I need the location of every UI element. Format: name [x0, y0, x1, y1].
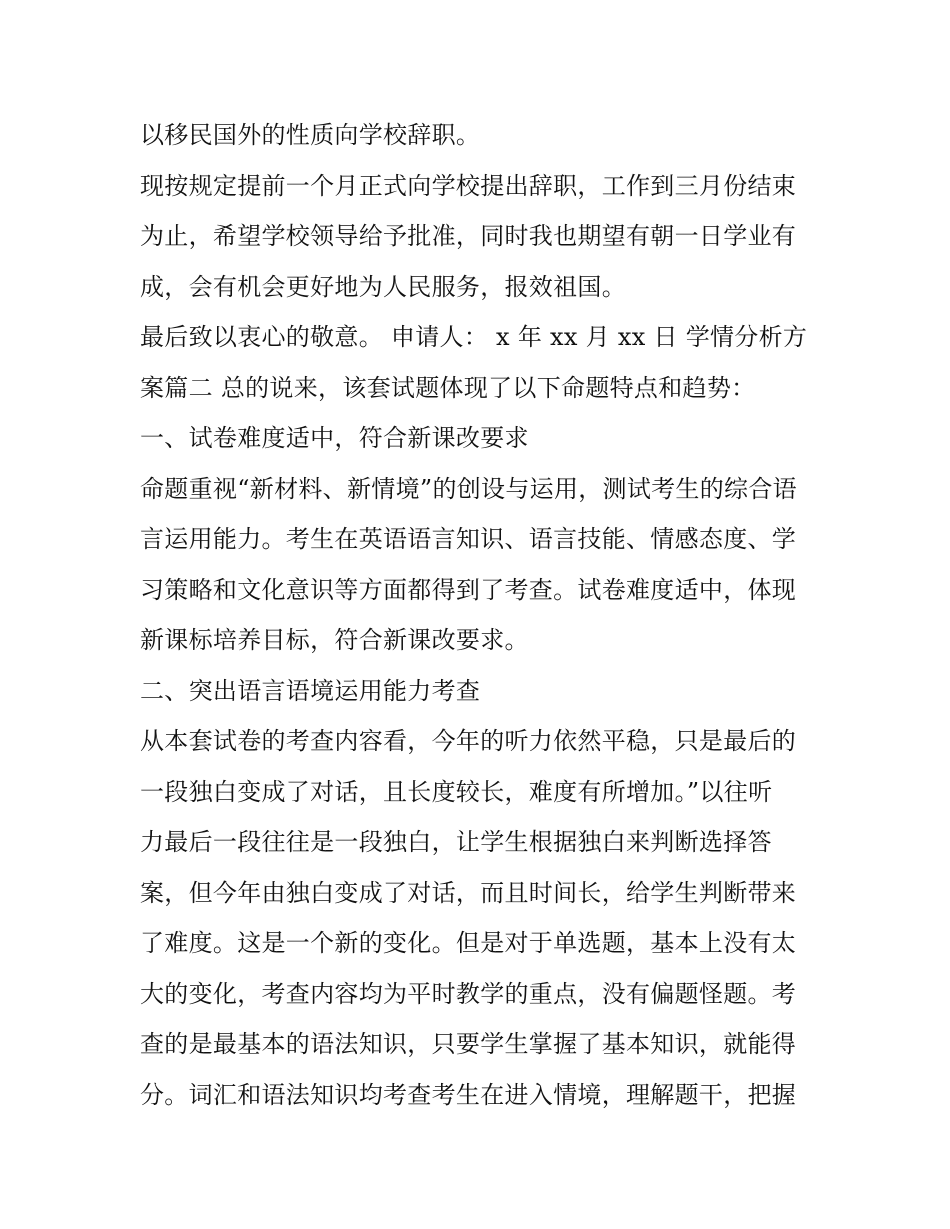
text-line: 查的是最基本的语法知识，只要学生掌握了基本知识，就能得 — [140, 1030, 797, 1058]
text-line: 为止，希望学校领导给予批准，同时我也期望有朝一日学业有 — [140, 222, 797, 250]
text-line: 以移民国外的性质向学校辞职。 — [140, 121, 481, 149]
text-line: 力最后一段往往是一段独白，让学生根据独白来判断选择答 — [140, 828, 772, 856]
text-line: 现按规定提前一个月正式向学校提出辞职，工作到三月份结束 — [140, 171, 797, 200]
text-line: 命题重视“新材料、新情境”的创设与运用，测试考生的综合语 — [140, 474, 797, 503]
text-line: 了难度。这是一个新的变化。但是对于单选题，基本上没有太 — [140, 929, 797, 957]
document-body — [140, 110, 820, 1120]
text-line: 大的变化，考查内容均为平时教学的重点，没有偏题怪题。考 — [140, 979, 797, 1008]
text-line: 习策略和文化意识等方面都得到了考查。试卷难度适中，体现 — [140, 575, 797, 604]
section-heading: 二、突出语言语境运用能力考查 — [140, 676, 481, 705]
text-line: 案，但今年由独白变成了对话，而且时间长，给学生判断带来 — [140, 878, 797, 907]
text-line: 分。词汇和语法知识均考查考生在进入情境，理解题干，把握 — [140, 1080, 797, 1109]
text-line: 言运用能力。考生在英语语言知识、语言技能、情感态度、学 — [140, 525, 797, 553]
text-line: 案篇二 总的说来，该套试题体现了以下命题特点和趋势： — [140, 373, 756, 402]
text-line: 新课标培养目标，符合新课改要求。 — [140, 626, 529, 654]
text-line: 从本套试卷的考查内容看，今年的听力依然平稳，只是最后的 — [140, 727, 797, 755]
text-line: 成，会有机会更好地为人民服务，报效祖国。 — [140, 272, 626, 301]
text-line: 最后致以衷心的敬意。 申请人： x 年 xx 月 xx 日 学情分析方 — [140, 323, 808, 351]
section-heading: 一、试卷难度适中，符合新课改要求 — [140, 424, 529, 452]
text-line: 一段独白变成了对话，且长度较长，难度有所增加。”以往听 — [140, 777, 773, 806]
